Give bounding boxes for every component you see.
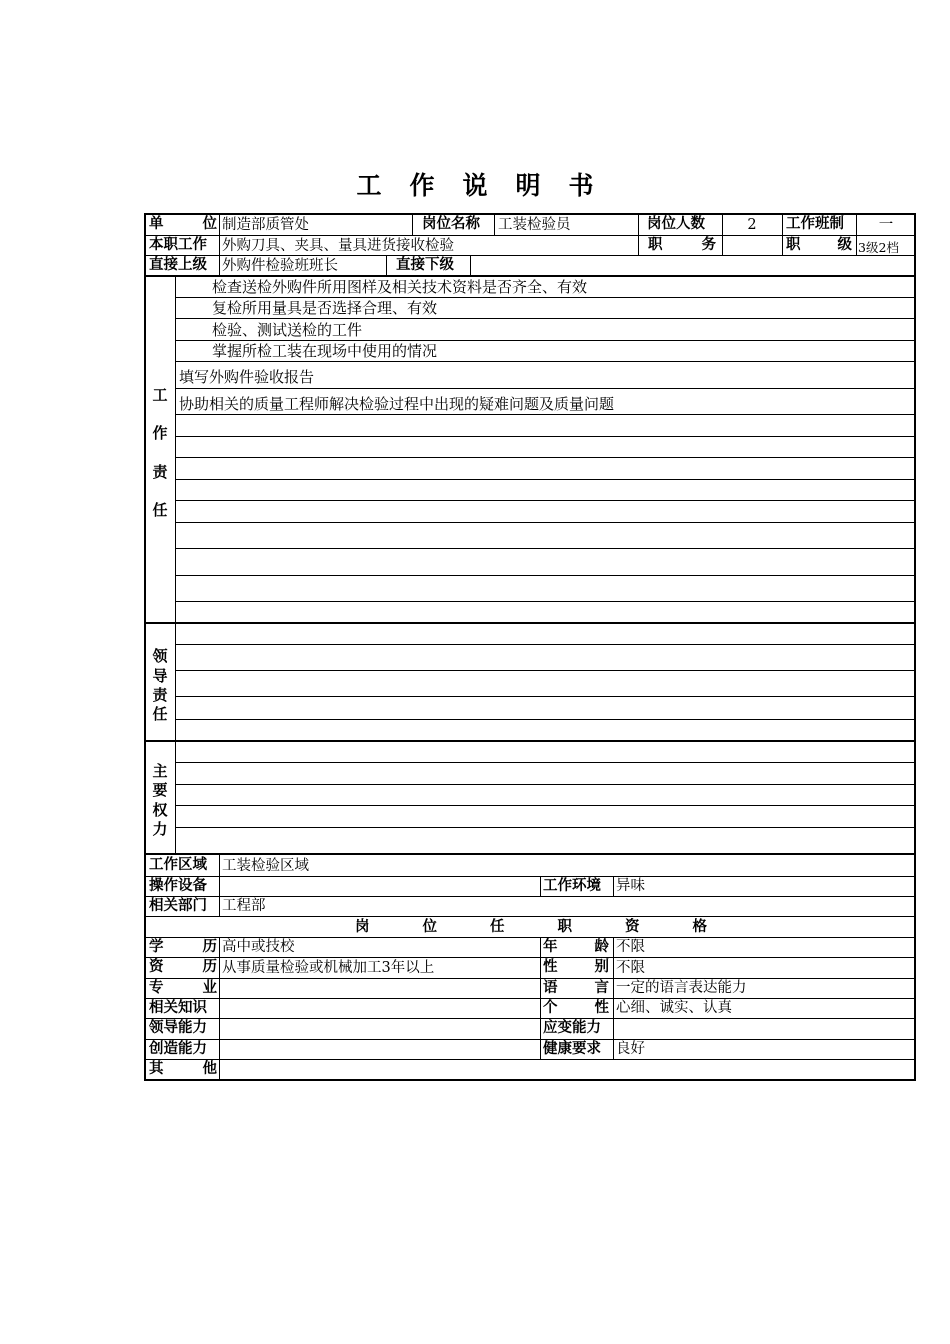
row-line: [176, 601, 915, 602]
col-line: [613, 876, 614, 896]
title-char: 工: [356, 171, 382, 200]
col-line: [638, 214, 639, 255]
section-line: [145, 740, 915, 742]
row-line: [176, 318, 915, 319]
authority-label-char: 主: [152, 762, 168, 780]
qualification-header: 岗 位 任 职 资 格: [355, 919, 707, 935]
row-line: [176, 340, 915, 341]
title-char: 书: [568, 171, 594, 200]
row-line: [176, 548, 915, 549]
row-line: [145, 916, 915, 917]
related-dept-label: 相关部门: [149, 898, 207, 914]
gender-value: 不限: [616, 960, 645, 976]
language-value: 一定的语言表达能力: [616, 980, 747, 996]
col-line: [412, 214, 413, 235]
col-line: [470, 255, 471, 276]
responsibility-item: 检验、测试送检的工件: [212, 321, 363, 339]
title-char: 作: [409, 171, 435, 200]
language-label: 语 言: [543, 980, 609, 996]
row-line: [176, 361, 915, 362]
experience-label: 资 历: [149, 959, 217, 975]
row-line: [176, 414, 915, 415]
other-label: 其 他: [149, 1061, 217, 1077]
col-line: [540, 876, 541, 896]
responsibility-item: 复检所用量具是否选择合理、有效: [212, 299, 438, 317]
age-label: 年 龄: [543, 939, 609, 955]
section-line: [145, 622, 915, 624]
education-label: 学 历: [149, 939, 217, 955]
row-line: [176, 457, 915, 458]
row-line: [176, 479, 915, 480]
col-line: [782, 214, 783, 255]
title-char: 明: [515, 171, 541, 200]
job-value: 外购刀具、夹具、量具进货接收检验: [222, 238, 454, 254]
knowledge-label: 相关知识: [149, 1000, 207, 1016]
grade-value: 3级2档: [858, 240, 899, 255]
authority-label-char: 要: [152, 781, 168, 799]
work-area-value: 工装检验区域: [222, 858, 309, 874]
adaptability-label: 应变能力: [543, 1020, 601, 1036]
unit-label: 单 位: [149, 216, 217, 232]
row-line: [176, 827, 915, 828]
work-environment-value: 异味: [616, 878, 645, 894]
leadership-ability-label: 领导能力: [149, 1020, 207, 1036]
row-line: [176, 436, 915, 437]
section-line: [145, 853, 915, 855]
col-line: [219, 937, 220, 1079]
work-area-label: 工作区域: [149, 857, 207, 873]
col-line: [219, 214, 220, 276]
health-value: 良好: [616, 1041, 645, 1057]
leadership-label-char: 领: [152, 647, 168, 665]
shift-value: 一: [878, 217, 894, 233]
col-line: [722, 214, 723, 255]
gender-label: 性 别: [543, 959, 609, 975]
education-value: 高中或技校: [222, 939, 295, 955]
age-value: 不限: [616, 939, 645, 955]
experience-value: 从事质量检验或机械加工3年以上: [222, 960, 435, 976]
superior-value: 外购件检验班班长: [222, 258, 338, 274]
leadership-label-char: 责: [152, 686, 168, 704]
responsibility-label-char: 作: [152, 424, 168, 442]
responsibility-item: 掌握所检工装在现场中使用的情况: [212, 342, 438, 360]
major-label: 专 业: [149, 980, 217, 996]
subordinate-label: 直接下级: [396, 257, 454, 273]
responsibility-label-char: 责: [152, 463, 168, 481]
col-line: [856, 214, 857, 255]
row-line: [176, 805, 915, 806]
row-line: [176, 762, 915, 763]
row-line: [145, 957, 915, 958]
col-line: [175, 276, 176, 854]
leadership-label-char: 任: [152, 705, 168, 723]
unit-value: 制造部质管处: [222, 217, 309, 233]
row-line: [176, 670, 915, 671]
row-line: [176, 719, 915, 720]
title-char: 说: [462, 171, 488, 200]
row-line: [176, 575, 915, 576]
creativity-label: 创造能力: [149, 1041, 207, 1057]
related-dept-value: 工程部: [222, 898, 266, 914]
headcount-value: 2: [747, 217, 757, 233]
leadership-label-char: 导: [152, 667, 168, 685]
row-line: [145, 1059, 915, 1060]
row-line: [176, 297, 915, 298]
authority-label-char: 力: [152, 820, 168, 838]
row-line: [176, 644, 915, 645]
job-label: 本职工作: [149, 237, 207, 253]
col-line: [219, 855, 220, 917]
authority-label-char: 权: [152, 801, 168, 819]
col-line: [386, 255, 387, 276]
row-line: [176, 522, 915, 523]
superior-label: 直接上级: [149, 257, 207, 273]
duty-label: 职 务: [648, 237, 716, 253]
grade-label: 职 级: [786, 237, 852, 253]
row-line: [176, 696, 915, 697]
shift-label: 工作班制: [786, 216, 844, 232]
post-name-value: 工装检验员: [498, 217, 571, 233]
responsibility-item: 检查送检外购件所用图样及相关技术资料是否齐全、有效: [212, 278, 588, 296]
post-name-label: 岗位名称: [422, 216, 480, 232]
personality-label: 个 性: [543, 1000, 609, 1016]
row-line: [176, 784, 915, 785]
responsibility-item: 填写外购件验收报告: [179, 368, 315, 386]
row-line: [176, 388, 915, 389]
headcount-label: 岗位人数: [647, 216, 705, 232]
responsibility-label-char: 任: [152, 501, 168, 519]
personality-value: 心细、诚实、认真: [616, 1000, 732, 1016]
row-line: [176, 500, 915, 501]
responsibility-item: 协助相关的质量工程师解决检验过程中出现的疑难问题及质量问题: [179, 395, 615, 413]
row-line: [145, 1018, 915, 1019]
col-line: [494, 214, 495, 235]
health-label: 健康要求: [543, 1041, 601, 1057]
responsibility-label-char: 工: [152, 386, 168, 404]
document-title: [0, 166, 950, 202]
equipment-label: 操作设备: [149, 878, 207, 894]
work-environment-label: 工作环境: [543, 878, 601, 894]
